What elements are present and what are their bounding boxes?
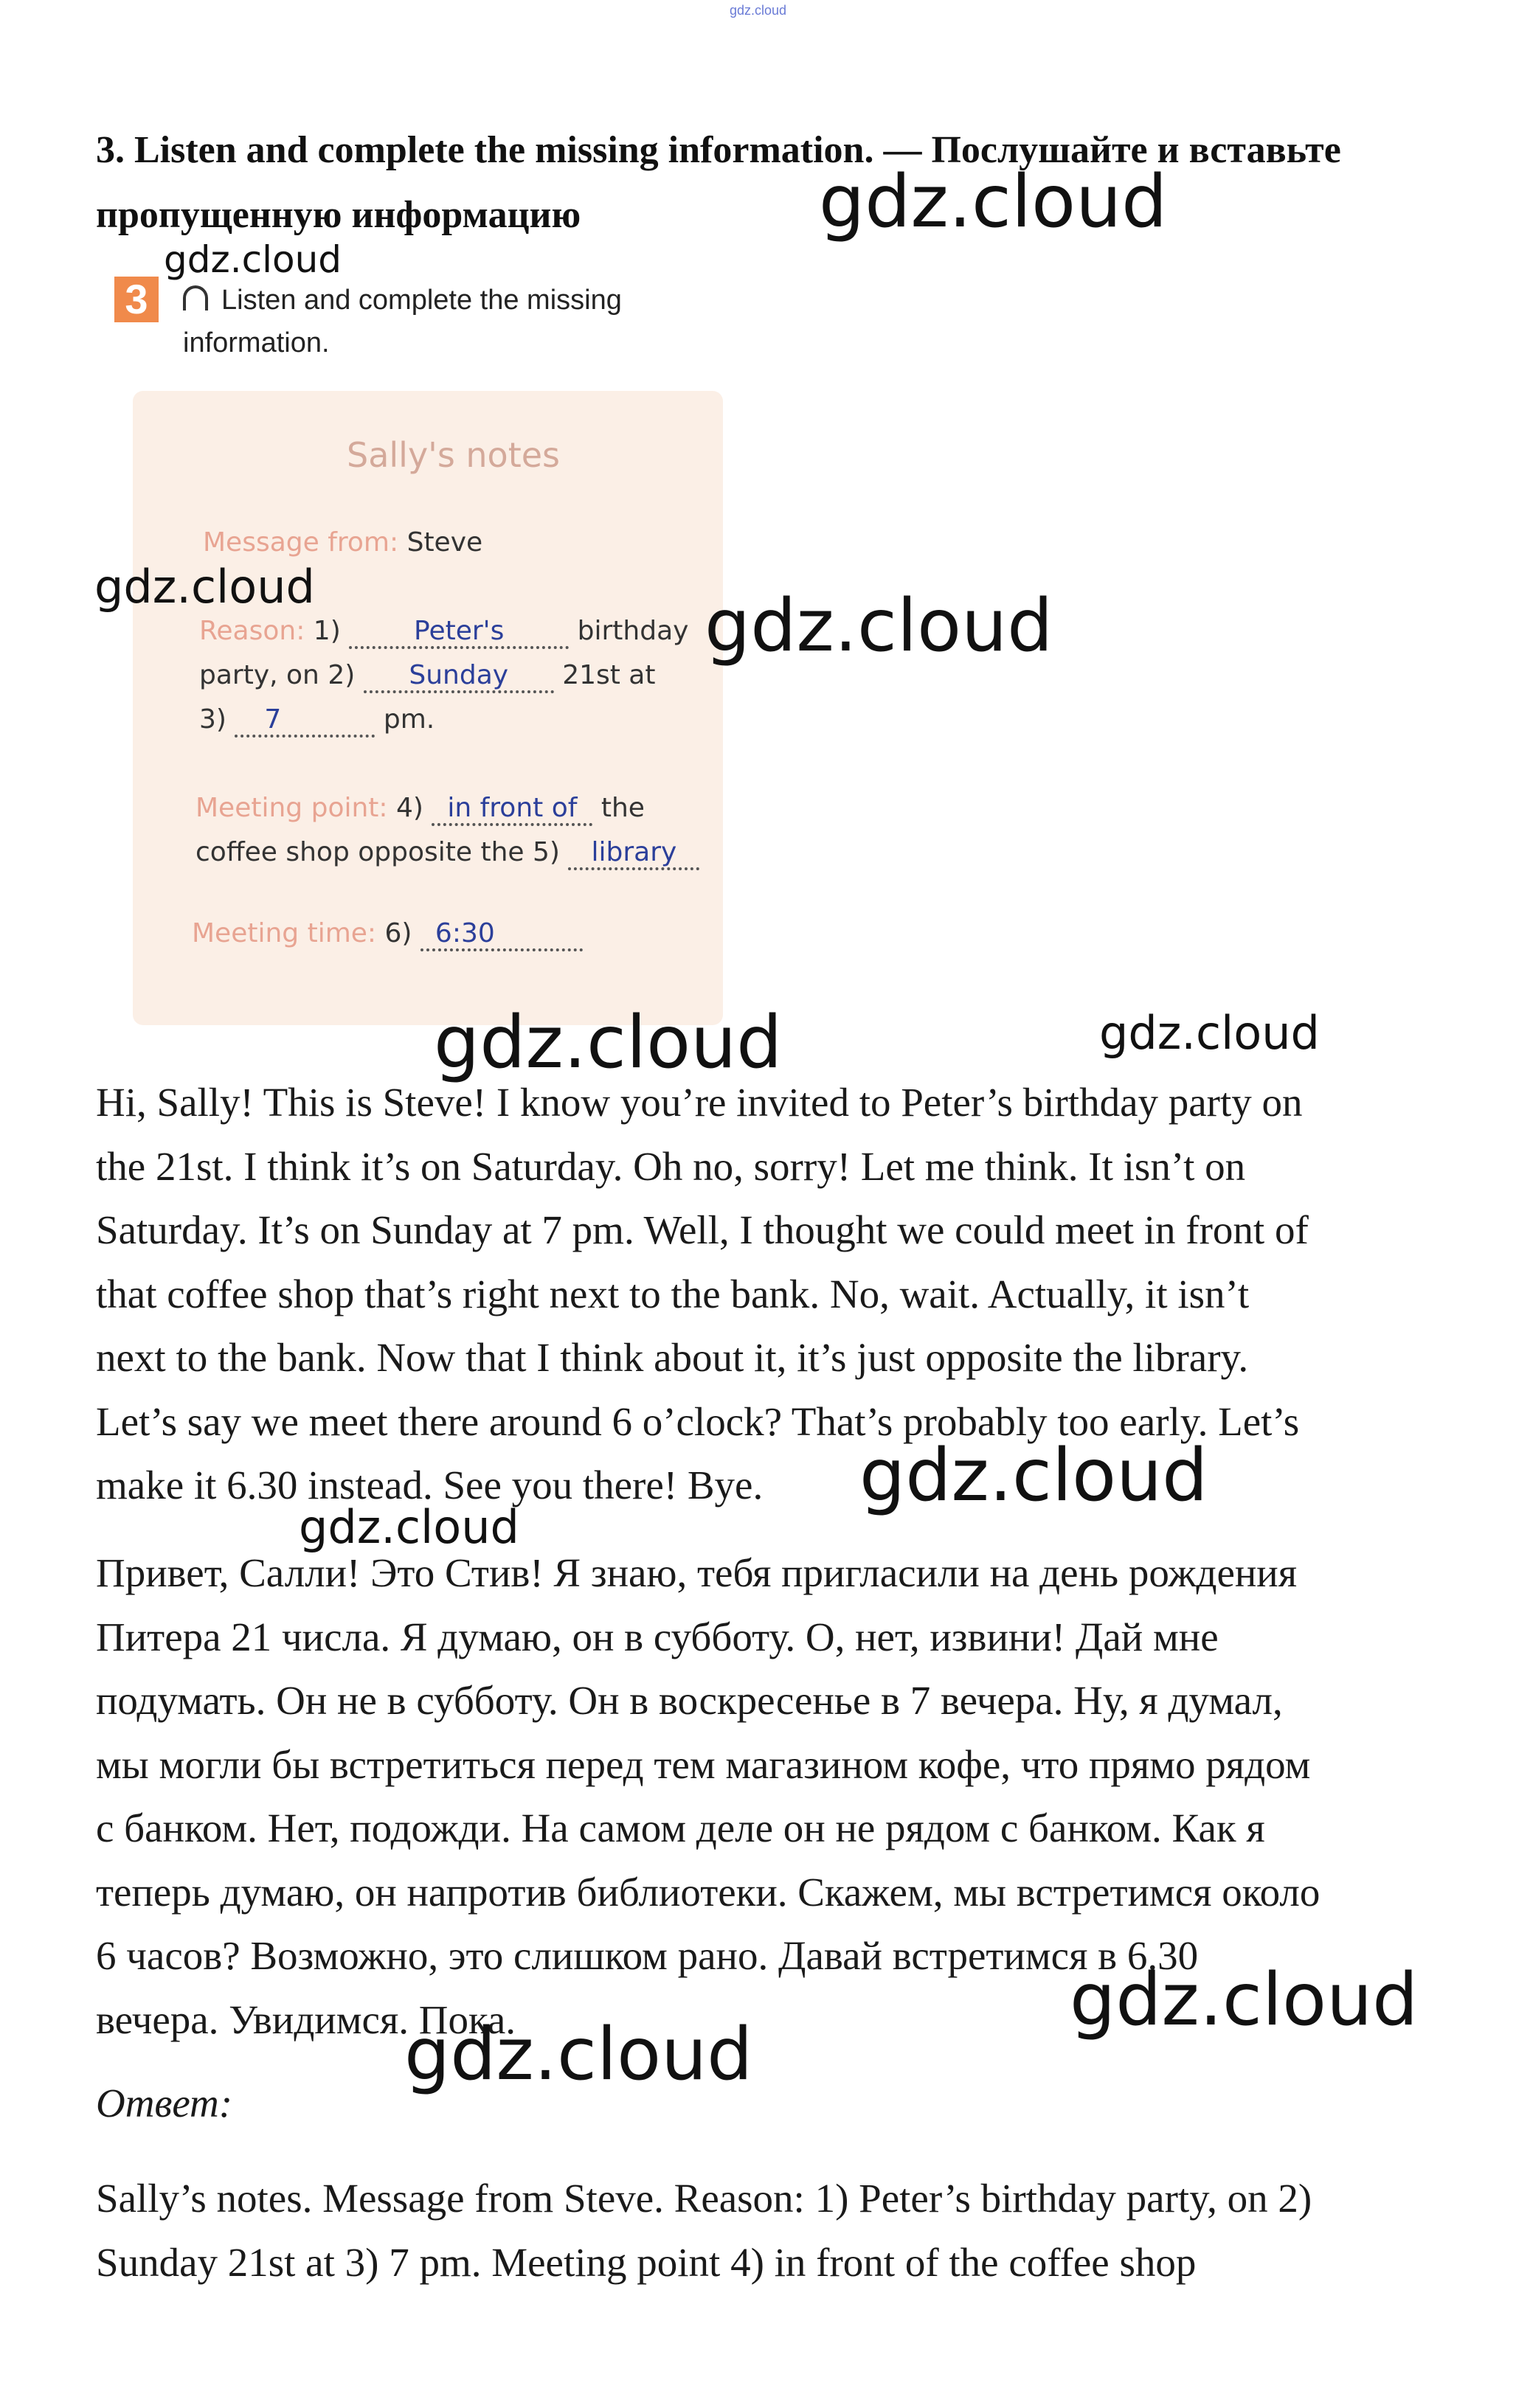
party-on-text: party, on xyxy=(199,660,319,690)
textbook-instruction xyxy=(183,279,744,364)
watermark: gdz.cloud xyxy=(1099,1006,1320,1060)
meeting-point-label: Meeting point: xyxy=(195,793,388,823)
date-at-text: 21st at xyxy=(562,660,656,690)
headphones-icon xyxy=(183,285,208,310)
answer-label: Ответ: xyxy=(96,2081,233,2126)
transcript-line: с банком. Нет, подожди. На самом деле он не рядом с банком. Как я xyxy=(96,1805,1265,1850)
transcript-line: подумать. Он не в субботу. Он в воскресенье в 7 вечера. Ну, я думал, xyxy=(96,1678,1283,1723)
message-line xyxy=(203,527,482,558)
answer-line: Sunday 21st at 3) 7 pm. Meeting point 4) in front of the coffee shop xyxy=(96,2239,1197,2285)
reason-line-2 xyxy=(199,660,656,693)
notes-title: Sally's notes xyxy=(347,435,561,475)
watermark: gdz.cloud xyxy=(859,1434,1208,1518)
answer-2: Sunday xyxy=(364,660,554,693)
message-label: Message from: xyxy=(203,527,399,558)
watermark: gdz.cloud xyxy=(705,584,1053,668)
message-value: Steve xyxy=(406,527,483,558)
birthday-text: birthday xyxy=(577,616,689,646)
watermark: gdz.cloud xyxy=(94,560,315,614)
transcript-line: Привет, Салли! Это Стив! Я знаю, тебя пригласили на день рождения xyxy=(96,1550,1298,1595)
transcript-line: Let’s say we meet there around 6 o’clock? That’s probably too early. Let’s xyxy=(96,1398,1300,1444)
pm-text: pm. xyxy=(383,704,435,735)
transcript-english xyxy=(96,1071,1439,1518)
watermark: gdz.cloud xyxy=(299,1500,519,1554)
meeting-point-line-2 xyxy=(195,837,699,870)
num-4: 4) xyxy=(395,793,423,823)
top-watermark: gdz.cloud xyxy=(729,3,787,18)
transcript-line: Saturday. It’s on Sunday at 7 pm. Well, I thought we could meet in front of xyxy=(96,1207,1309,1252)
num-6: 6) xyxy=(384,918,412,948)
coffee-text: coffee shop opposite the 5) xyxy=(195,837,560,867)
reason-line-1 xyxy=(199,616,688,649)
answer-4: in front of xyxy=(432,793,592,826)
transcript-line: Питера 21 числа. Я думаю, он в субботу. О, нет, извини! Дай мне xyxy=(96,1614,1219,1659)
answer-3: 7 xyxy=(235,704,375,738)
answer-1: Peter's xyxy=(349,616,569,649)
answer-5: library xyxy=(568,837,699,870)
transcript-line: make it 6.30 instead. See you there! Bye. xyxy=(96,1463,764,1507)
transcript-line: вечера. Увидимся. Пока. xyxy=(96,1996,516,2042)
watermark: gdz.cloud xyxy=(434,1001,783,1085)
watermark: gdz.cloud xyxy=(1070,1958,1419,2042)
transcript-line: мы могли бы встретиться перед тем магазином кофе, что прямо рядом xyxy=(96,1741,1311,1787)
transcript-line: теперь думаю, он напротив библиотеки. Скажем, мы встретимся около xyxy=(96,1869,1321,1915)
the-text: the xyxy=(600,793,645,823)
meeting-point-line xyxy=(195,793,645,826)
meeting-time-line xyxy=(192,918,583,951)
num-2: 2) xyxy=(328,660,356,690)
meeting-time-label: Meeting time: xyxy=(192,918,377,948)
watermark: gdz.cloud xyxy=(164,238,342,281)
reason-line-3 xyxy=(199,704,435,738)
transcript-line: 6 часов? Возможно, это слишком рано. Давай встретимся в 6.30 xyxy=(96,1933,1199,1978)
num-3: 3) xyxy=(199,704,226,735)
exercise-number-badge: 3 xyxy=(114,277,159,322)
transcript-line: the 21st. I think it’s on Saturday. Oh no, sorry! Let me think. It isn’t on xyxy=(96,1143,1246,1189)
task-heading: 3. Listen and complete the missing information. — Послушайте и вставьте пропущенную информацию xyxy=(96,129,1341,236)
answer-text xyxy=(96,2167,1439,2294)
watermark: gdz.cloud xyxy=(404,2013,753,2097)
transcript-line: next to the bank. Now that I think about it, it’s just opposite the library. xyxy=(96,1335,1249,1380)
answer-line: Sally’s notes. Message from Steve. Reason: 1) Peter’s birthday party, on 2) xyxy=(96,2176,1312,2221)
num-1: 1) xyxy=(313,616,341,646)
textbook-instruction-text: Listen and complete the missing information. xyxy=(183,285,622,358)
answer-6: 6:30 xyxy=(420,918,583,951)
reason-label: Reason: xyxy=(199,616,305,646)
transcript-line: Hi, Sally! This is Steve! I know you’re invited to Peter’s birthday party on xyxy=(96,1080,1303,1125)
watermark: gdz.cloud xyxy=(819,160,1168,244)
transcript-line: that coffee shop that’s right next to the bank. No, wait. Actually, it isn’t xyxy=(96,1271,1250,1316)
